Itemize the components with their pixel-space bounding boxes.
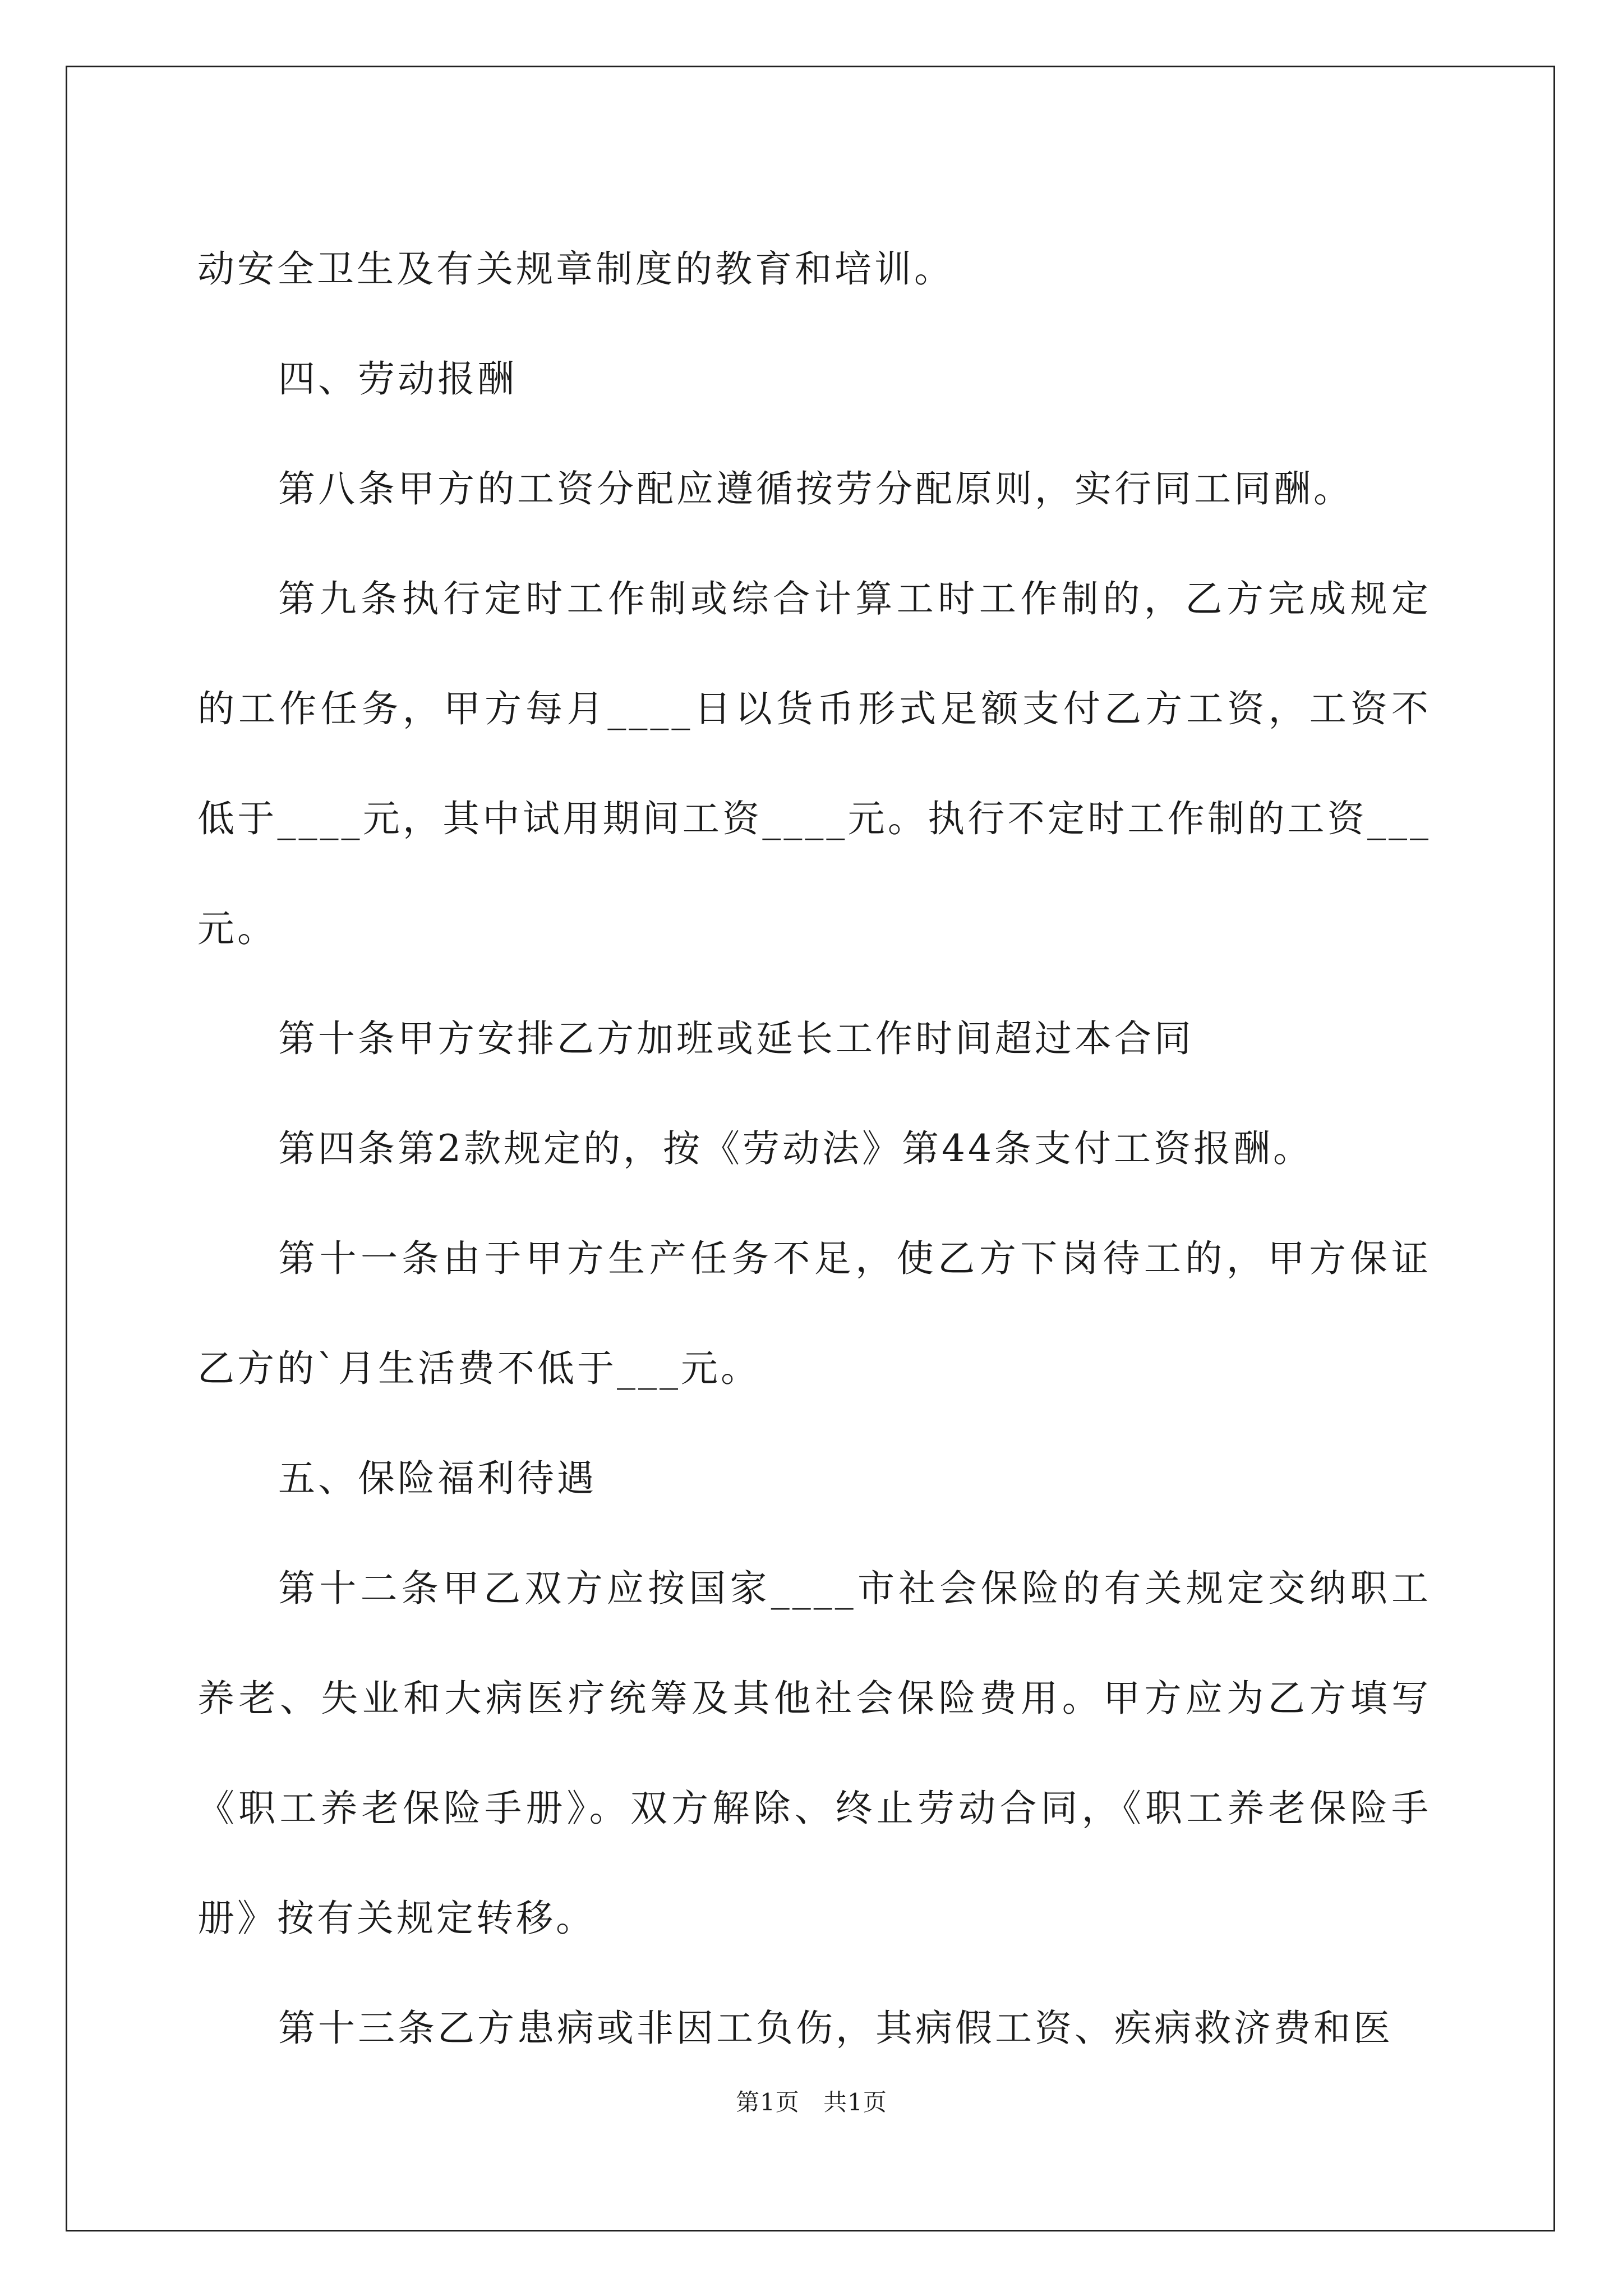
page-total: 共1页 xyxy=(823,2088,887,2116)
document-body xyxy=(197,214,1431,2083)
page-number: 第1页 xyxy=(736,2088,800,2116)
paragraph: 第九条执行定时工作制或综合计算工时工作制的，乙方完成规定的工作任务，甲方每月____日以货币形式足额支付乙方工资，工资不低于____元，其中试用期间工资____元。执行不定时工作制的工资___元。 xyxy=(197,577,1431,950)
section-heading: 四、劳动报酬 xyxy=(278,357,517,401)
paragraph: 第十条甲方安排乙方加班或延长工作时间超过本合同 xyxy=(278,1017,1194,1060)
section-heading: 五、保险福利待遇 xyxy=(278,1457,597,1500)
paragraph: 第十三条乙方患病或非因工负伤，其病假工资、疾病救济费和医 xyxy=(278,2007,1393,2050)
page-footer xyxy=(0,2084,1623,2118)
paragraph: 动安全卫生及有关规章制度的教育和培训。 xyxy=(197,247,954,291)
paragraph: 第十一条由于甲方生产任务不足，使乙方下岗待工的，甲方保证乙方的`月生活费不低于___元。 xyxy=(197,1237,1431,1390)
paragraph: 第四条第2款规定的，按《劳动法》第44条支付工资报酬。 xyxy=(278,1127,1313,1170)
paragraph: 第十二条甲乙双方应按国家____市社会保险的有关规定交纳职工养老、失业和大病医疗统筹及其他社会保险费用。甲方应为乙方填写《职工养老保险手册》。双方解除、终止劳动合同，《职工养老保险手册》按有关规定转移。 xyxy=(197,1567,1431,1940)
paragraph: 第八条甲方的工资分配应遵循按劳分配原则，实行同工同酬。 xyxy=(278,467,1353,510)
